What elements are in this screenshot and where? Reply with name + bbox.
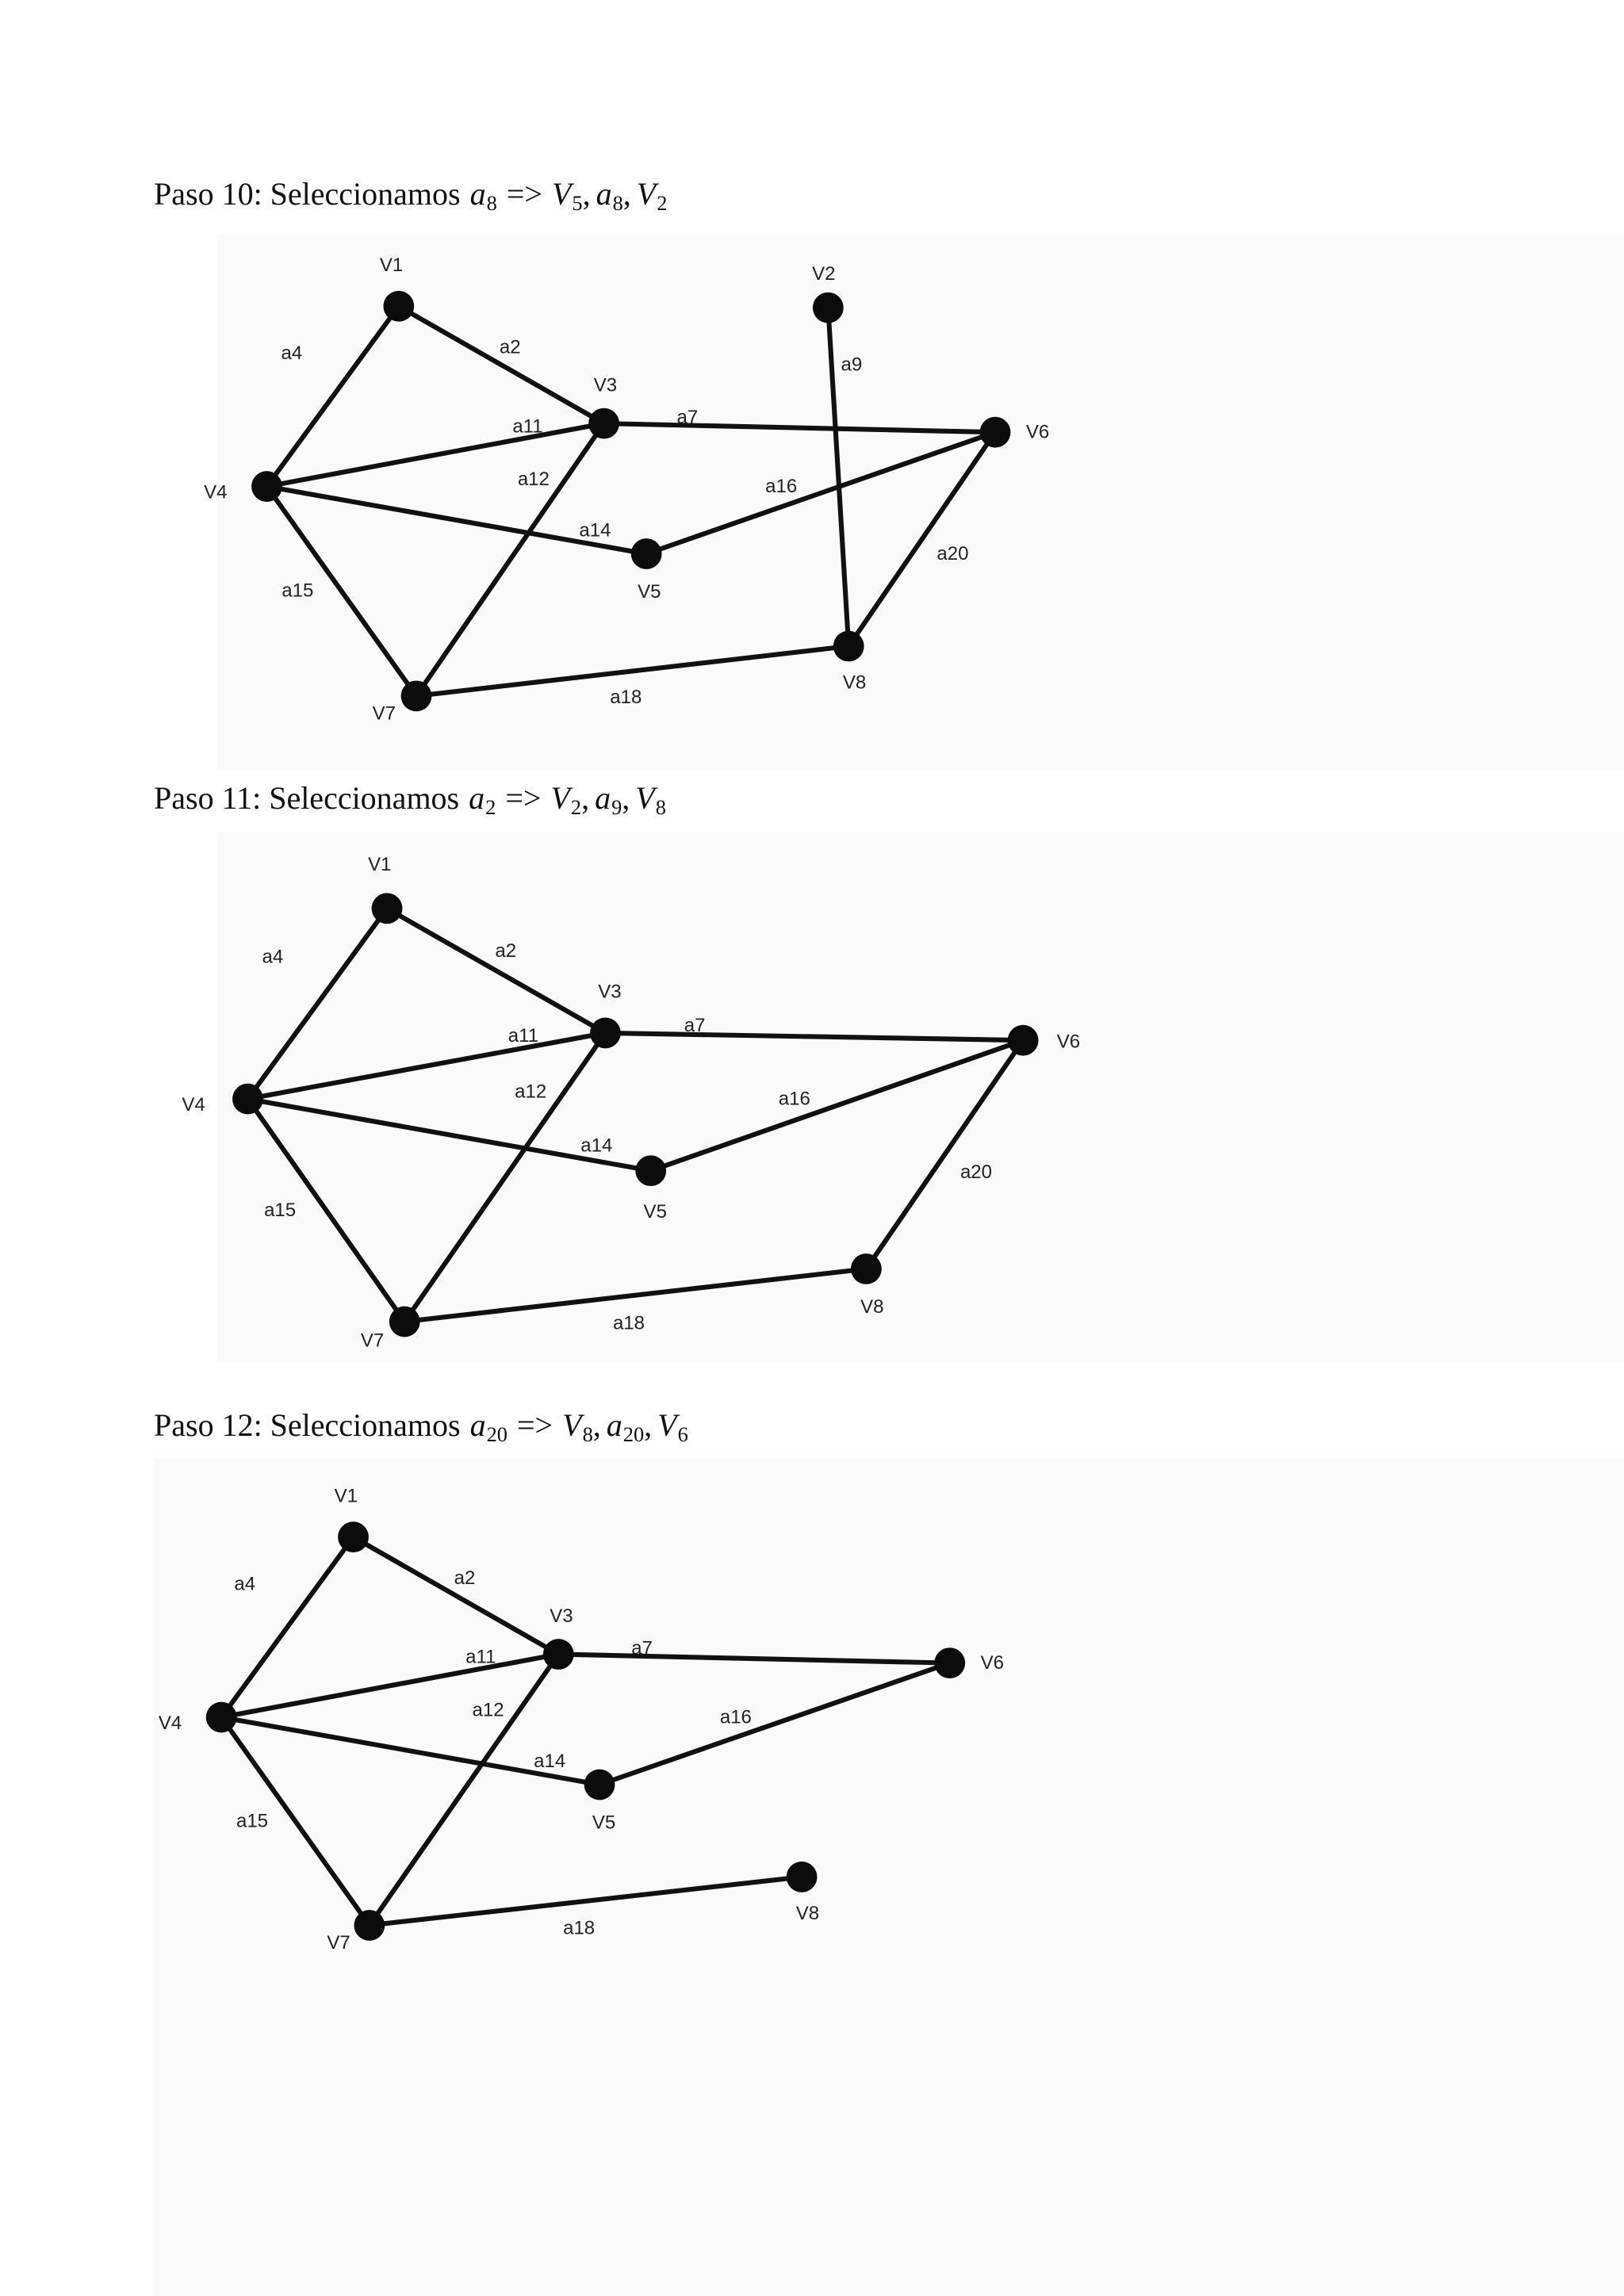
symbol-subscript: 20 xyxy=(486,1422,508,1447)
comma-separator: , xyxy=(592,1407,601,1443)
edge-label: a14 xyxy=(534,1750,566,1772)
result-symbol xyxy=(657,1407,688,1447)
result-symbol xyxy=(636,176,668,216)
edge-label: a18 xyxy=(563,1917,596,1939)
edge-label: a15 xyxy=(282,580,314,602)
vertex-label: V3 xyxy=(598,981,622,1003)
edge-label: a11 xyxy=(508,1025,539,1047)
comma-separator: , xyxy=(622,780,630,816)
implies-arrow: => xyxy=(517,1407,553,1443)
vertex-label: V5 xyxy=(638,581,661,603)
edge-label: a12 xyxy=(515,1081,547,1103)
step-heading xyxy=(154,780,666,820)
comma-separator: , xyxy=(644,1407,653,1443)
vertex-label: V6 xyxy=(1025,421,1050,443)
vertex-label: V7 xyxy=(372,702,396,725)
vertex-label: V4 xyxy=(204,481,228,503)
result-symbol xyxy=(562,1407,593,1447)
result-symbol xyxy=(550,780,582,820)
implies-arrow: => xyxy=(506,176,542,212)
vertex-label: V8 xyxy=(795,1903,820,1925)
vertex-label: V1 xyxy=(334,1485,358,1507)
vertex-label: V7 xyxy=(327,1932,350,1954)
selected-edge-symbol xyxy=(469,1407,508,1447)
vertex-label: V3 xyxy=(550,1605,573,1627)
symbol-base: V xyxy=(551,176,572,212)
symbol-subscript: 8 xyxy=(612,191,623,216)
edge-label: a9 xyxy=(841,354,863,376)
edge-label: a4 xyxy=(262,946,284,968)
symbol-base: V xyxy=(550,780,570,816)
symbol-subscript: 9 xyxy=(611,795,622,820)
step-heading xyxy=(154,176,668,216)
edge-label: a15 xyxy=(264,1200,297,1222)
vertex-label: V1 xyxy=(379,254,404,277)
symbol-subscript: 2 xyxy=(657,191,668,216)
selected-edge-symbol xyxy=(469,176,497,216)
symbol-subscript: 8 xyxy=(655,795,666,820)
edge-label: a14 xyxy=(579,519,611,541)
edge-label: a7 xyxy=(684,1015,706,1037)
edge-label: a20 xyxy=(959,1161,993,1183)
symbol-base: a xyxy=(469,176,486,212)
edge-label: a7 xyxy=(631,1637,653,1659)
step-title: Paso 12: Seleccionamos xyxy=(154,1407,461,1443)
vertex-label: V6 xyxy=(1056,1031,1081,1053)
edge-label: a18 xyxy=(610,687,642,709)
vertex-label: V8 xyxy=(842,672,867,694)
edge-label: a18 xyxy=(612,1312,645,1334)
symbol-base: V xyxy=(636,176,657,212)
selection-formula xyxy=(469,176,668,216)
selected-edge-symbol xyxy=(469,780,496,820)
symbol-base: V xyxy=(635,780,655,816)
edge-label: a11 xyxy=(512,415,543,438)
edge-label: a14 xyxy=(580,1135,613,1157)
selection-formula xyxy=(469,780,666,820)
edge-label: a16 xyxy=(765,476,798,498)
comma-separator: , xyxy=(622,176,631,212)
vertex-label: V8 xyxy=(860,1296,884,1318)
symbol-subscript: 2 xyxy=(485,795,496,820)
symbol-subscript: 6 xyxy=(677,1422,688,1447)
edge-label: a7 xyxy=(676,407,699,429)
edge-label: a12 xyxy=(472,1699,504,1721)
symbol-base: V xyxy=(657,1407,677,1443)
edge-label: a2 xyxy=(495,939,517,962)
step-title: Paso 11: Seleccionamos xyxy=(154,780,460,816)
symbol-base: a xyxy=(606,1407,622,1443)
vertex-label: V1 xyxy=(368,853,392,875)
edge-label: a2 xyxy=(499,336,521,358)
edge-label: a16 xyxy=(719,1706,752,1728)
vertex-label: V5 xyxy=(592,1812,616,1834)
result-symbol xyxy=(596,176,623,216)
symbol-subscript: 2 xyxy=(570,795,582,820)
vertex-label: V5 xyxy=(643,1200,667,1223)
edge-label: a11 xyxy=(465,1646,496,1668)
edge-label: a4 xyxy=(234,1573,256,1595)
symbol-subscript: 8 xyxy=(582,1422,593,1447)
vertex-label: V7 xyxy=(360,1330,385,1352)
symbol-subscript: 20 xyxy=(622,1422,645,1447)
vertex-label: V3 xyxy=(593,374,618,396)
edge-label: a12 xyxy=(517,468,550,490)
symbol-subscript: 8 xyxy=(486,191,497,216)
symbol-base: a xyxy=(596,176,612,212)
symbol-base: a xyxy=(469,1407,486,1443)
result-symbol xyxy=(635,780,666,820)
symbol-base: a xyxy=(595,780,611,816)
result-symbol xyxy=(595,780,622,820)
vertex-label: V4 xyxy=(182,1093,205,1115)
edge-label: a4 xyxy=(281,342,303,364)
vertex-label: V6 xyxy=(980,1652,1005,1674)
edge-label: a2 xyxy=(454,1567,476,1589)
implies-arrow: => xyxy=(505,780,542,816)
step-heading xyxy=(154,1407,688,1447)
symbol-base: V xyxy=(562,1407,582,1443)
edge-label: a20 xyxy=(936,543,969,565)
step-title: Paso 10: Seleccionamos xyxy=(154,176,461,212)
selection-formula xyxy=(469,1407,688,1447)
symbol-base: a xyxy=(469,780,485,816)
comma-separator: , xyxy=(582,176,591,212)
result-symbol xyxy=(551,176,583,216)
vertex-label: V2 xyxy=(812,263,836,285)
edge-label: a16 xyxy=(778,1088,810,1110)
result-symbol xyxy=(606,1407,645,1447)
vertex-label: V4 xyxy=(158,1712,182,1734)
comma-separator: , xyxy=(581,780,590,816)
symbol-subscript: 5 xyxy=(572,191,583,216)
edge-label: a15 xyxy=(236,1810,269,1832)
